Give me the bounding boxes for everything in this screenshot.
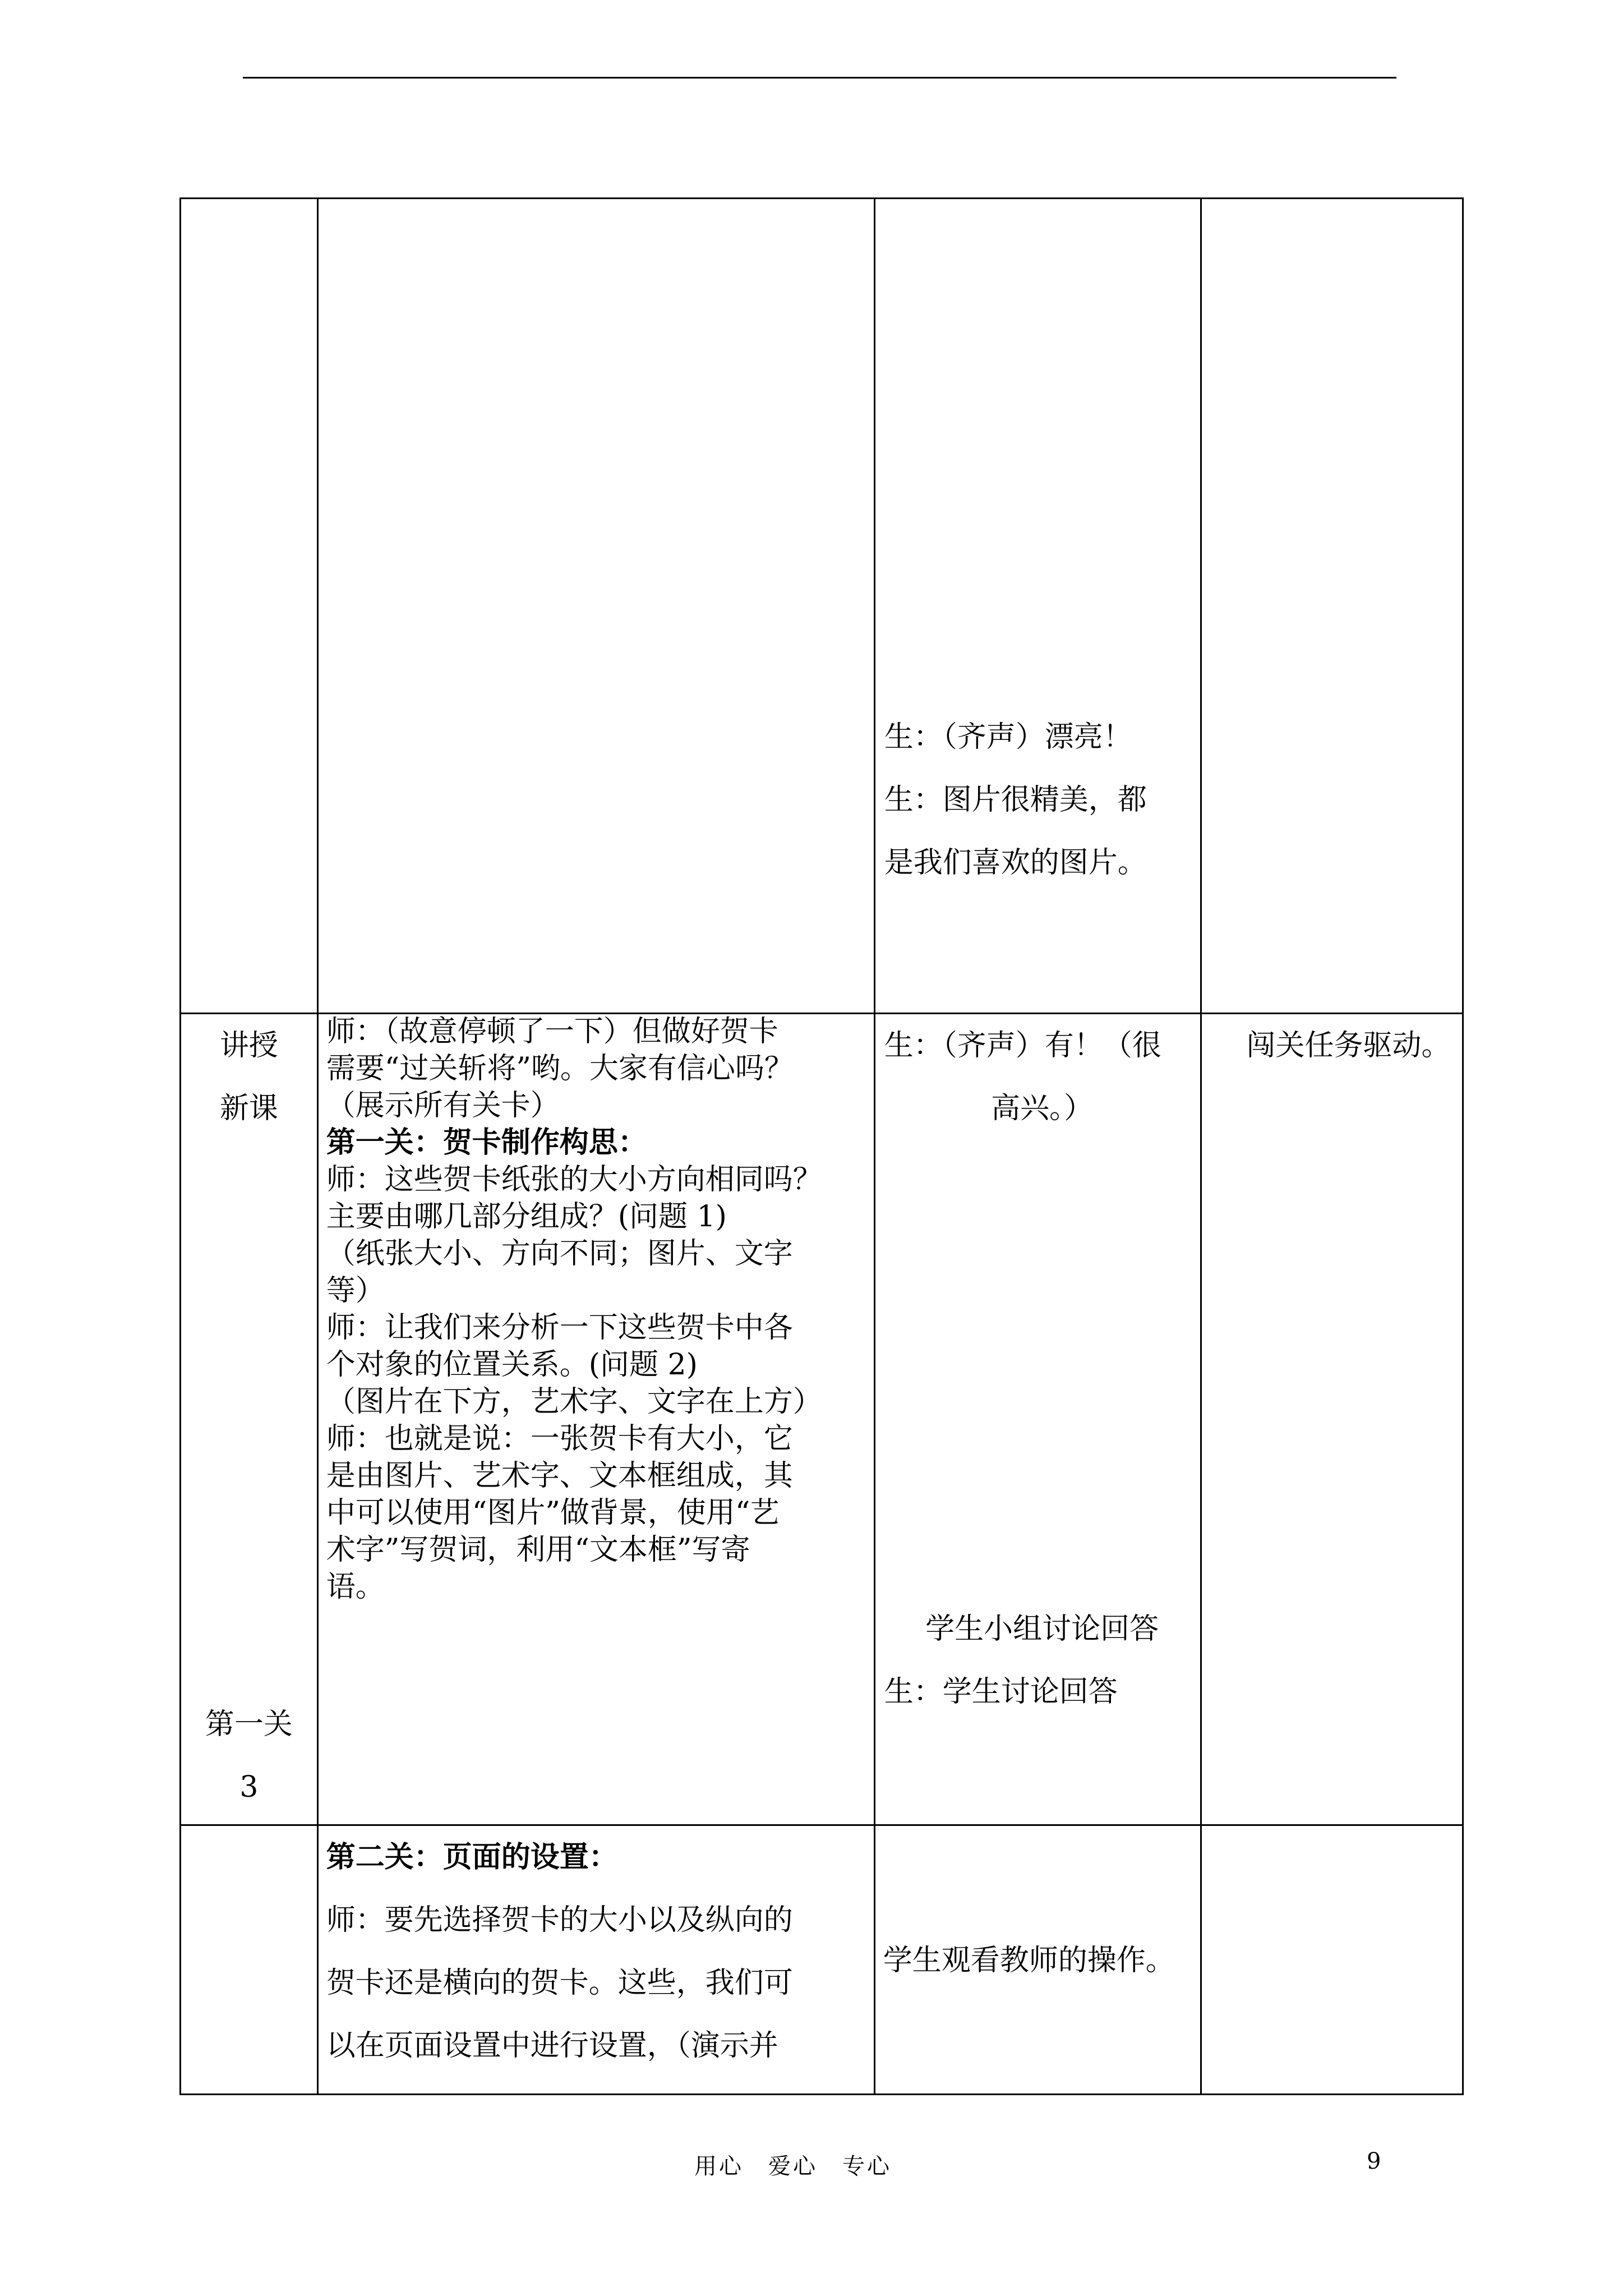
text-line: 学生小组讨论回答 (925, 1612, 1159, 1646)
text-line: 师：要先选择贺卡的大小以及纵向的 (326, 1903, 793, 1937)
table-row (181, 1014, 1463, 1825)
lesson-plan-table (179, 197, 1464, 2095)
text-line: 个对象的位置关系。(问题 2) (326, 1348, 698, 1382)
text-line: 生：（齐声）有！（很 (884, 1029, 1161, 1062)
text-line: 语。 (326, 1570, 385, 1604)
table-row (181, 1825, 1463, 2095)
design-intent (1247, 1014, 1451, 1077)
text-line: 师：也就是说：一张贺卡有大小，它 (326, 1422, 793, 1456)
text-line: 新课 (219, 1092, 278, 1125)
text-line: 等） (326, 1274, 385, 1308)
text-line: 师：这些贺卡纸张的大小方向相同吗？ (326, 1163, 822, 1197)
student-response (884, 1014, 1200, 1140)
design-intent-cell (1201, 1014, 1463, 1825)
text-line: （图片在下方，艺术字、文字在上方） (326, 1385, 822, 1419)
section-heading: 第一关：贺卡制作构思： (326, 1125, 647, 1159)
student-activity-cell (874, 1825, 1201, 2095)
text-line: 需要“过关斩将”哟。大家有信心吗？ (326, 1052, 794, 1085)
student-activity-cell (874, 1014, 1201, 1825)
text-line: （纸张大小、方向不同；图片、文字 (326, 1237, 793, 1271)
text-line: （展示所有关卡） (326, 1089, 560, 1122)
text-line: 是我们喜欢的图片。 (884, 846, 1147, 880)
text-line: 第一关 (205, 1708, 293, 1741)
text-line: 学生观看教师的操作。 (883, 1944, 1175, 1977)
stage-label (181, 1014, 317, 1140)
student-response (883, 1929, 1175, 1992)
text-line: 是由图片、艺术字、文本框组成，其 (326, 1459, 793, 1493)
design-intent-cell (1201, 1825, 1463, 2095)
text-line: 讲授 (219, 1029, 278, 1062)
text-line: 闯关任务驱动。 (1246, 1029, 1451, 1062)
teacher-script (326, 1013, 822, 1605)
design-intent-cell (1201, 199, 1463, 1014)
teacher-activity-cell (317, 1825, 874, 2095)
footer-motto: 用心 爱心 专心 (694, 2154, 892, 2179)
header-rule (243, 77, 1396, 79)
text-line: 生：图片很精美，都 (884, 783, 1147, 817)
text-line: 中可以使用“图片”做背景，使用“艺 (326, 1496, 780, 1530)
stage-cell (181, 1014, 318, 1825)
table-row (181, 199, 1463, 1014)
stage-cell (181, 199, 318, 1014)
student-discussion (884, 1598, 1200, 1723)
text-line: 师：让我们来分析一下这些贺卡中各 (326, 1311, 793, 1345)
text-line: 贺卡还是横向的贺卡。这些，我们可 (326, 1966, 793, 2000)
teacher-activity-cell (317, 1014, 874, 1825)
text-line: 高兴。） (991, 1092, 1094, 1125)
text-line: 师：（故意停顿了一下）但做好贺卡 (326, 1015, 778, 1048)
text-line: 生：（齐声）漂亮！ (884, 720, 1132, 754)
stage-cell (181, 1825, 318, 2095)
text-line: 生：学生讨论回答 (884, 1675, 1118, 1709)
stage-sublabel (181, 1693, 317, 1819)
text-line: 以在页面设置中进行设置，（演示并 (326, 2029, 778, 2063)
teacher-activity-cell (317, 199, 874, 1014)
student-response (884, 706, 1147, 894)
text-line: 术字”写贺词，利用“文本框”写寄 (326, 1533, 750, 1567)
section-heading: 第二关：页面的设置： (326, 1840, 618, 1874)
text-line: 主要由哪几部分组成？(问题 1) (326, 1200, 727, 1234)
page-number: 9 (1367, 2148, 1381, 2174)
text-line: 3 (239, 1770, 259, 1804)
teacher-script (326, 1826, 793, 2077)
student-activity-cell (874, 199, 1201, 1014)
